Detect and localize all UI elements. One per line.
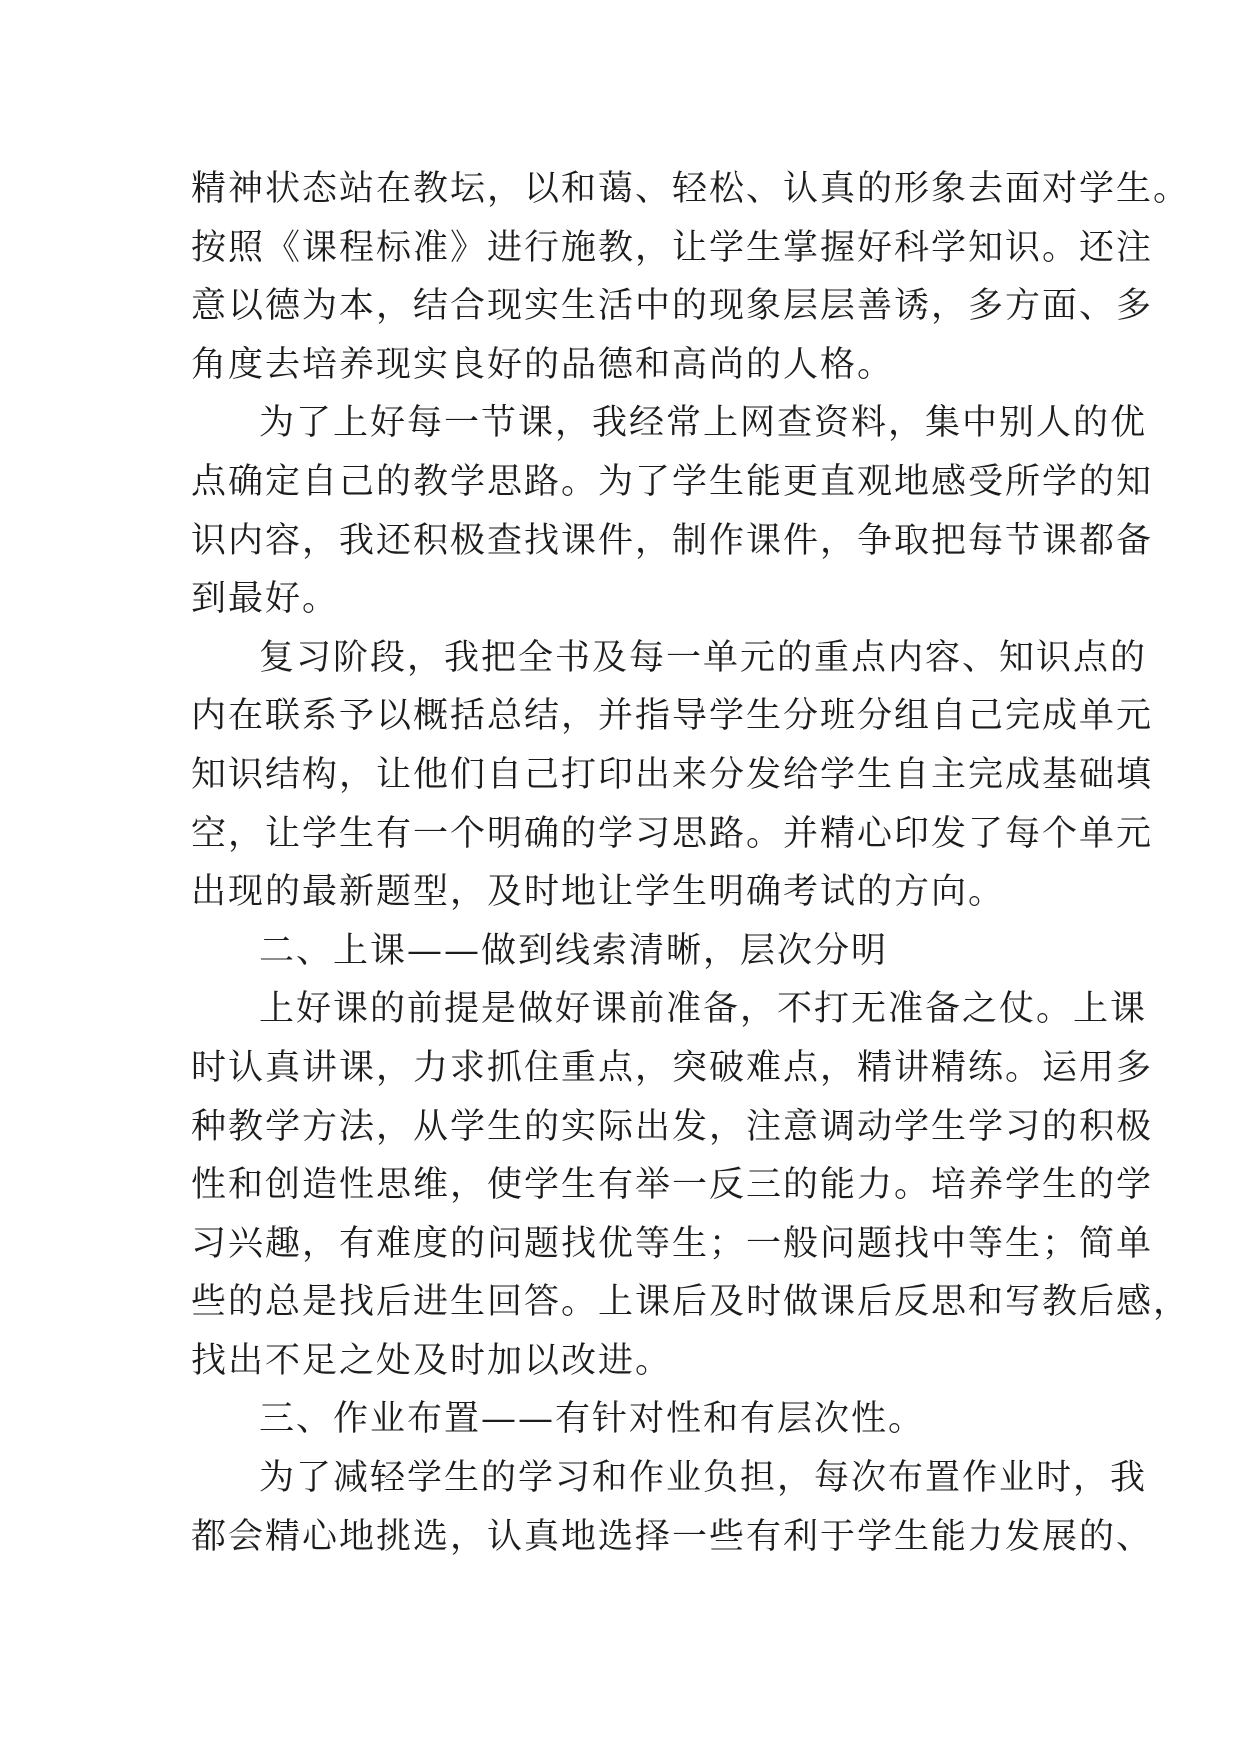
- text-line: 识内容，我还积极查找课件，制作课件，争取把每节课都备: [191, 520, 1154, 561]
- text-line: 知识结构，让他们自己打印出来分发给学生自主完成基础填: [191, 754, 1154, 795]
- text-line: 按照《课程标准》进行施教，让学生掌握好科学知识。还注: [191, 227, 1154, 268]
- text-line: 习兴趣，有难度的问题找优等生；一般问题找中等生；简单: [191, 1223, 1154, 1264]
- text-line: 空，让学生有一个明确的学习思路。并精心印发了每个单元: [191, 813, 1154, 854]
- text-line: 复习阶段，我把全书及每一单元的重点内容、知识点的: [259, 637, 1148, 678]
- text-line: 性和创造性思维，使学生有举一反三的能力。培养学生的学: [191, 1165, 1154, 1206]
- text-line: 些的总是找后进生回答。上课后及时做课后反思和写教后感，: [191, 1282, 1191, 1323]
- text-line: 找出不足之处及时加以改进。: [191, 1340, 673, 1381]
- text-line: 为了减轻学生的学习和作业负担，每次布置作业时，我: [259, 1458, 1148, 1499]
- text-line: 到最好。: [191, 579, 340, 620]
- body-text: [191, 160, 1191, 1566]
- text-line: 点确定自己的教学思路。为了学生能更直观地感受所学的知: [191, 461, 1154, 502]
- text-line: 出现的最新题型，及时地让学生明确考试的方向。: [191, 872, 1006, 913]
- text-line: 为了上好每一节课，我经常上网查资料，集中别人的优: [259, 403, 1148, 444]
- text-line: 都会精心地挑选，认真地选择一些有利于学生能力发展的、: [191, 1516, 1154, 1557]
- text-line: 种教学方法，从学生的实际出发，注意调动学生学习的积极: [191, 1106, 1154, 1147]
- text-line: 意以德为本，结合现实生活中的现象层层善诱，多方面、多: [191, 286, 1154, 327]
- section-heading: 三、作业布置——有针对性和有层次性。: [259, 1399, 926, 1440]
- text-line: 内在联系予以概括总结，并指导学生分班分组自己完成单元: [191, 696, 1154, 737]
- text-line: 时认真讲课，力求抓住重点，突破难点，精讲精练。运用多: [191, 1047, 1154, 1088]
- text-line: 上好课的前提是做好课前准备，不打无准备之仗。上课: [259, 989, 1148, 1030]
- text-line: 角度去培养现实良好的品德和高尚的人格。: [191, 344, 895, 385]
- section-heading: 二、上课——做到线索清晰，层次分明: [259, 930, 889, 971]
- text-line: 精神状态站在教坛，以和蔼、轻松、认真的形象去面对学生。: [191, 169, 1191, 209]
